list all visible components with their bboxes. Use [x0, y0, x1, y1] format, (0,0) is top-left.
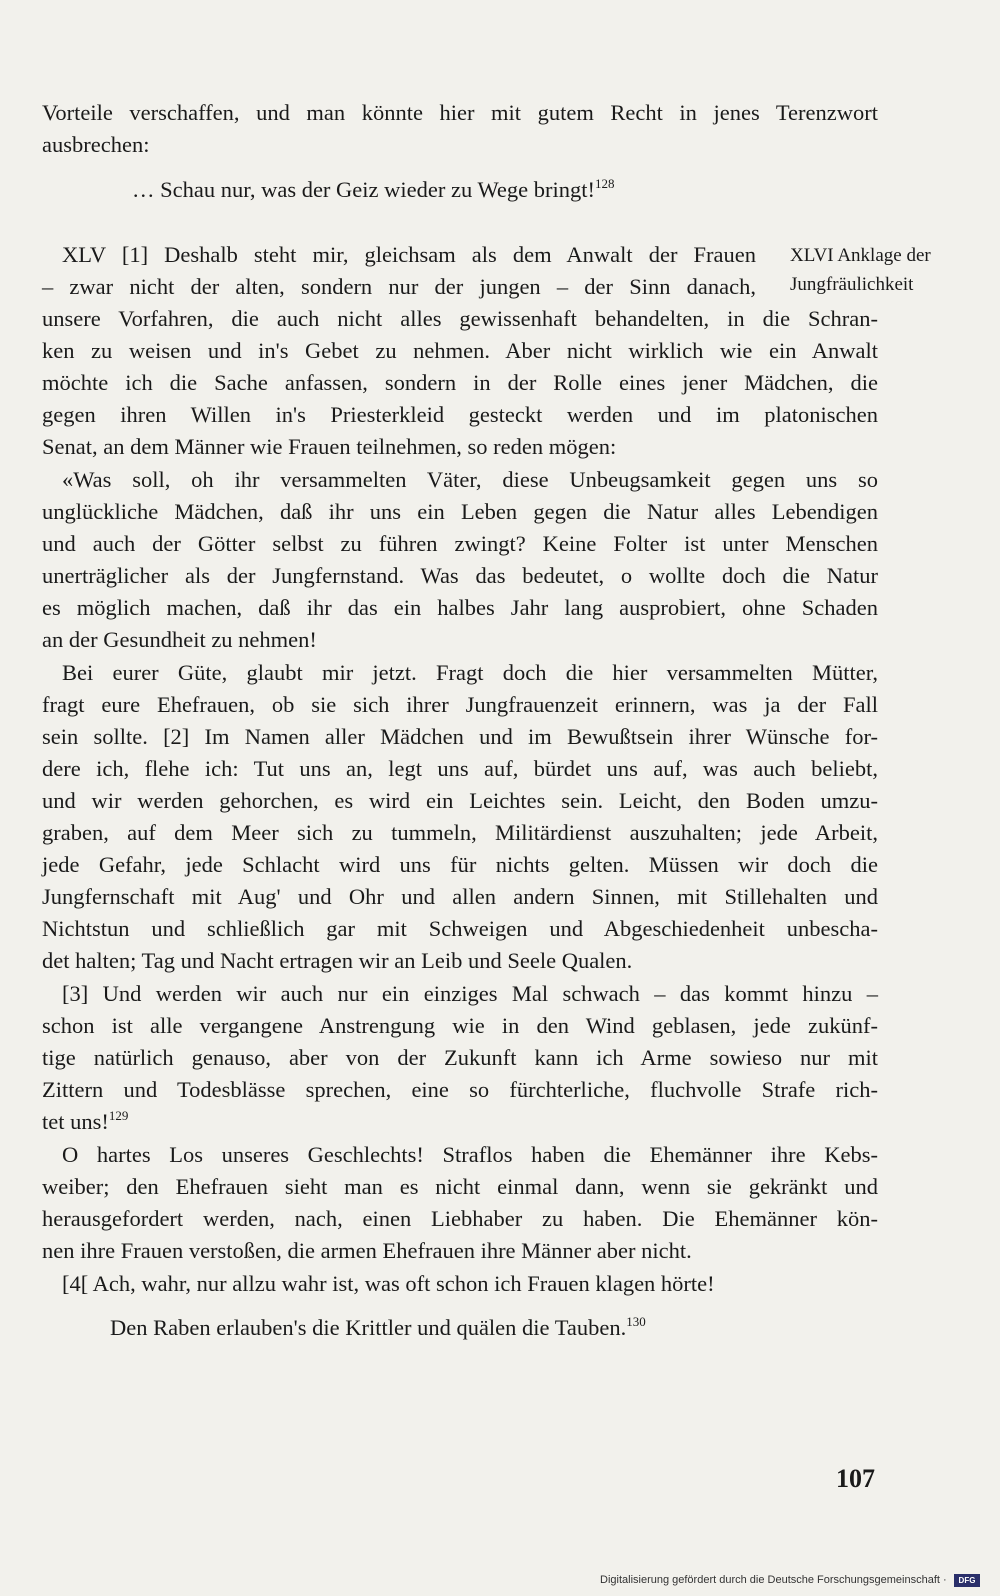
margin-note: Jungfräulichkeit: [790, 274, 914, 295]
text-line: Senat, an dem Männer wie Frauen teilnehmen, so reden mögen:: [42, 434, 617, 459]
text-line: herausgefordert werden, nach, einen Liebhaber zu haben. Die Ehemänner kön-: [42, 1206, 878, 1231]
text-line: nen ihre Frauen verstoßen, die armen Ehefrauen ihre Männer aber nicht.: [42, 1238, 692, 1263]
text-line: det halten; Tag und Nacht ertragen wir an Leib und Seele Qualen.: [42, 948, 633, 973]
text-line: ausbrechen:: [42, 132, 150, 157]
text-line: graben, auf dem Meer sich zu tummeln, Militärdienst auszuhalten; jede Arbeit,: [42, 820, 878, 845]
footnote-ref: 130: [626, 1314, 646, 1329]
text-line: ken zu weisen und in's Gebet zu nehmen. Aber nicht wirklich wie ein Anwalt: [42, 338, 878, 363]
text-line: «Was soll, oh ihr versammelten Väter, diese Unbeugsamkeit gegen uns so: [62, 467, 878, 492]
footnote-ref: 128: [594, 176, 615, 191]
text-line: jede Gefahr, jede Schlacht wird uns für nichts gelten. Müssen wir doch die: [42, 852, 878, 877]
quote-line: … Schau nur, was der Geiz wieder zu Wege bringt!$^{128}$: [132, 176, 615, 202]
footnote-ref: 129: [108, 1108, 129, 1123]
text-line: dere ich, flehe ich: Tut uns an, legt uns auf, bürdet uns auf, was auch beliebt,: [42, 756, 878, 781]
text-line: XLV [1] Deshalb steht mir, gleichsam als dem Anwalt der Frauen: [62, 242, 756, 267]
text-line: an der Gesundheit zu nehmen!: [42, 627, 317, 652]
text-line: gegen ihren Willen in's Priesterkleid gesteckt werden und im platonischen: [42, 402, 878, 427]
text-line: tet uns!$^{129}$: [42, 1108, 129, 1134]
quote-line: Den Raben erlauben's die Krittler und quälen die Tauben.$^{130}$: [110, 1314, 646, 1340]
text-line: sein sollte. [2] Im Namen aller Mädchen und im Bewußtsein ihrer Wünsche for-: [42, 724, 878, 749]
text-line: möchte ich die Sache anfassen, sondern in der Rolle eines jener Mädchen, die: [42, 370, 878, 395]
text-line: unerträglicher als der Jungfernstand. Was das bedeutet, o wollte doch die Natur: [42, 563, 878, 588]
text-line: und wir werden gehorchen, es wird ein Leichtes sein. Leicht, den Boden umzu-: [42, 788, 878, 813]
text-line: Jungfernschaft mit Aug' und Ohr und allen andern Sinnen, mit Stillehalten und: [42, 884, 878, 909]
text-line: und auch der Götter selbst zu führen zwingt? Keine Folter ist unter Menschen: [42, 531, 878, 556]
text-line: [4[ Ach, wahr, nur allzu wahr ist, was oft schon ich Frauen klagen hörte!: [62, 1271, 715, 1296]
text-line: es möglich machen, daß ihr das ein halbes Jahr lang ausprobiert, ohne Schaden: [42, 595, 878, 620]
text-line: Vorteile verschaffen, und man könnte hier mit gutem Recht in jenes Terenzwort: [42, 100, 878, 125]
text-line: Bei eurer Güte, glaubt mir jetzt. Fragt doch die hier versammelten Mütter,: [62, 660, 878, 685]
text-line: O hartes Los unseres Geschlechts! Straflos haben die Ehemänner ihre Kebs-: [62, 1142, 878, 1167]
text-line: unglückliche Mädchen, daß ihr uns ein Leben gegen die Natur alles Lebendigen: [42, 499, 878, 524]
page-number: 107: [836, 1464, 875, 1493]
text-line: weiber; den Ehefrauen sieht man es nicht einmal dann, wenn sie gekränkt und: [42, 1174, 878, 1199]
text-line: tige natürlich genauso, aber von der Zukunft kann ich Arme sowieso nur mit: [42, 1045, 878, 1070]
text-line: Zittern und Todesblässe sprechen, eine so fürchterliche, fluchvolle Strafe rich-: [42, 1077, 878, 1102]
text-line: schon ist alle vergangene Anstrengung wie in den Wind geblasen, jede zukünf-: [42, 1013, 878, 1038]
text-line: [3] Und werden wir auch nur ein einziges Mal schwach – das kommt hinzu –: [62, 981, 878, 1006]
text-line: unsere Vorfahren, die auch nicht alles gewissenhaft behandelten, in die Schran-: [42, 306, 878, 331]
dfg-logo: DFG: [954, 1574, 980, 1587]
text-line: – zwar nicht der alten, sondern nur der jungen – der Sinn danach,: [42, 274, 756, 299]
text-line: fragt eure Ehefrauen, ob sie sich ihrer Jungfrauenzeit erinnern, was ja der Fall: [42, 692, 878, 717]
text-line: Nichtstun und schließlich gar mit Schweigen und Abgeschiedenheit unbescha-: [42, 916, 878, 941]
digitization-credit: Digitalisierung gefördert durch die Deutsche Forschungsgemeinschaft ·: [600, 1574, 947, 1586]
margin-note: XLVI Anklage der: [790, 245, 931, 266]
